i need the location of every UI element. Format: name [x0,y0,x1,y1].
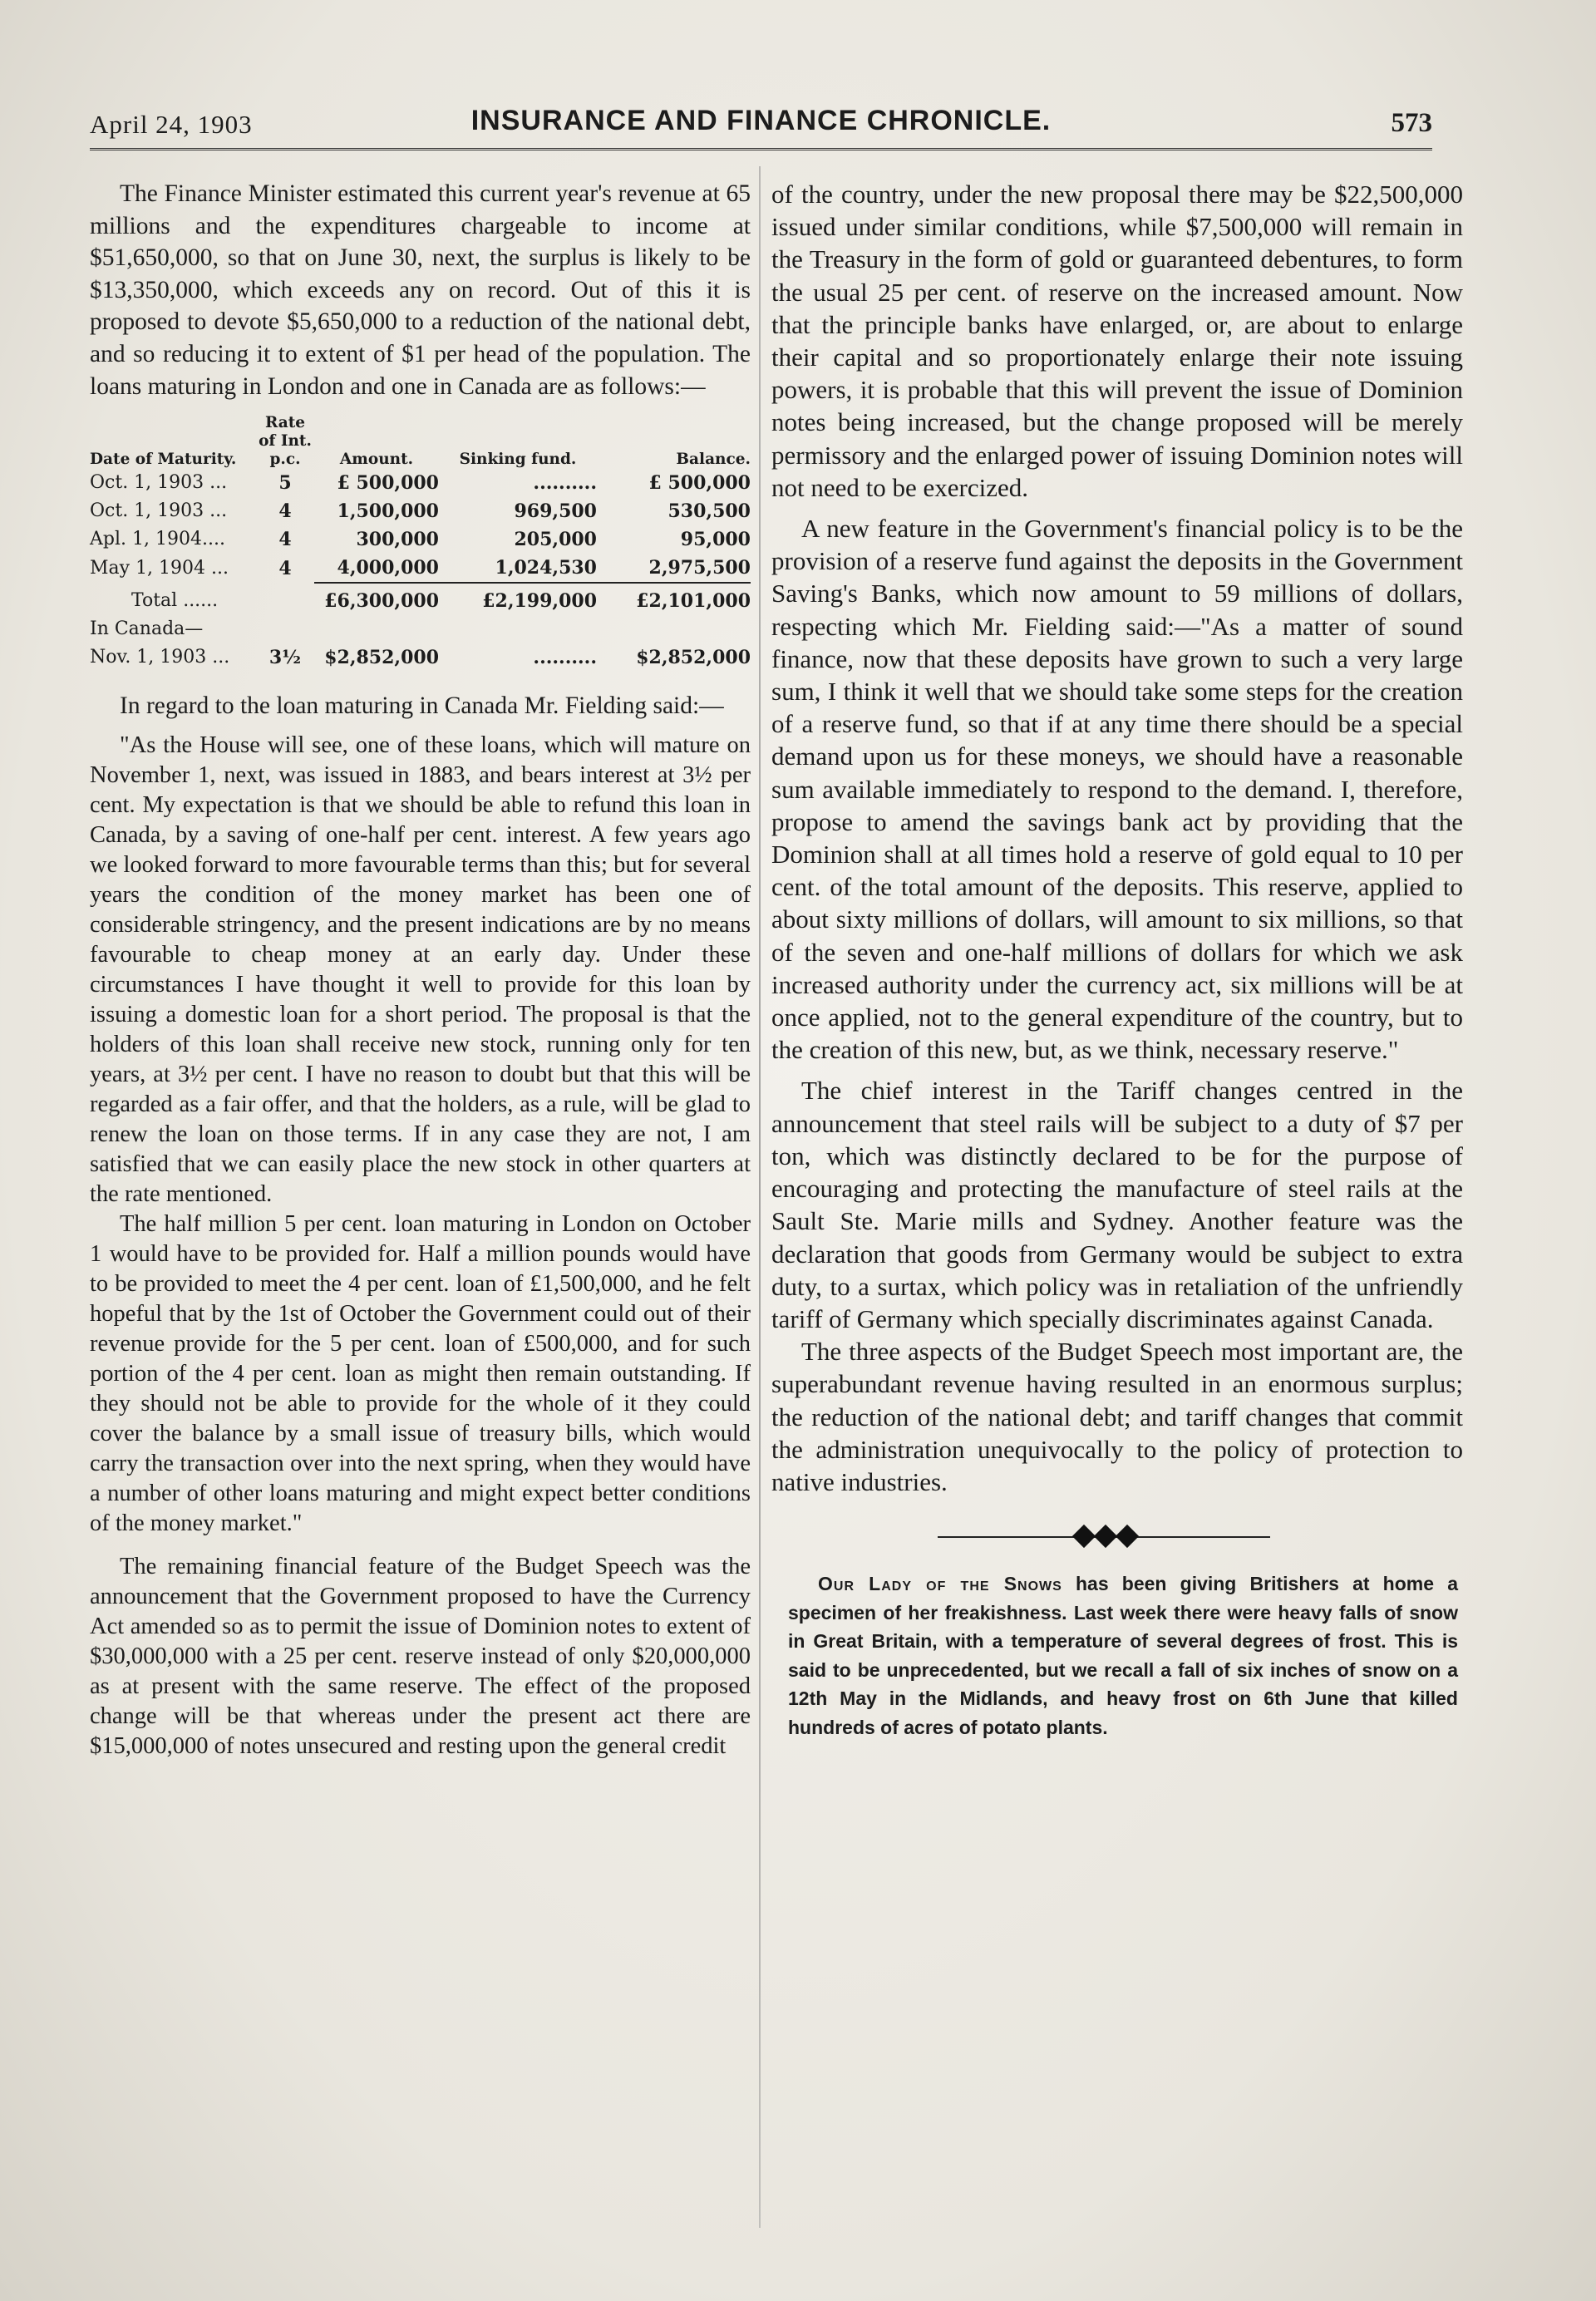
col-head-balance: Balance. [676,451,751,469]
table-row: Oct. 1, 1903 ... 5 £ 500,000 .......... £ 500,000 [90,472,751,495]
right-column [771,178,1463,1742]
note-text: has been giving Britishers at home a specimen of her freakishness. Last week there were heavy falls of snow in Great Britain, with a temperature of several degrees of frost. This is said to be unprecedented, but we recall a fall of six inches of snow on a 12th May in the Midlands, and heavy frost on 6th June that killed hundreds of acres of potato plants. [788,1573,1458,1738]
table-row: Apl. 1, 1904.... 4 300,000 205,000 95,000 [90,529,751,551]
news-note [771,1569,1463,1742]
note-lead: Our Lady of the Snows [818,1573,1062,1595]
quoted-paragraph: "As the House will see, one of these loans, which will mature on November 1, next, was issued in 1883, and bears interest at 3½ per cent. My expectation is that we should be able to refund this loan in Canada, by a saving of one-half per cent. interest. A few years ago we looked forward to more favourable terms than this; but for several years the condition of the money market has been one of considerable stringency, and the present indications are by no means favourable to cheap money at an early day. Under these circumstances I have thought it well to provide for this loan by issuing a domestic loan for a short period. The proposal is that the holders of this loan shall receive new stock, running only for ten years, at 3½ per cent. I have no reason to doubt but that this will be regarded as a fair offer, and that the holders, as a rule, will be glad to renew the loan on those terms. If in any case they are not, I am satisfied that we can easily place the new stock in other quarters at the rate mentioned. [90,732,751,1207]
page-header [90,98,1432,148]
paragraph: The Finance Minister estimated this current year's revenue at 65 millions and the expenditures chargeable to income at $51,650,000, so that on June 30, next, the surplus is likely to be $13,350,000, which exceeds any on record. Out of this it is proposed to devote $5,650,000 to a reduction of the national debt, and so reducing it to extent of $1 per head of the population. The loans maturing in London and one in Canada are as follows:— [90,180,751,400]
table-total-row: Total ...... £6,300,000 £2,199,000 £2,101,000 [90,583,751,615]
loans-table [90,414,751,672]
paragraph: In regard to the loan maturing in Canada Mr. Fielding said:— [120,692,724,720]
paragraph: of the country, under the new proposal there may be $22,500,000 issued under similar conditions, while $7,500,000 will remain in the Treasury in the form of gold or guaranteed debentures, to form the usual 25 per cent. of reserve on the increased amount. Now that the principle banks have enlarged, or, are about to enlarge their capital and so proportionately enlarge their note issuing powers, it is probable that this will prevent the issue of Dominion notes being increased, but the change proposed will be merely permissory and the enlarged power of issuing Dominion notes will not need to be exercized. [771,180,1463,502]
paragraph: The three aspects of the Budget Speech most important are, the superabundant revenue having resulted in an enormous surplus; the reduction of the national debt; and tariff changes that commit the administration unequivocally to the policy of protection to native industries. [771,1337,1463,1496]
col-head-amount: Amount. [339,451,414,469]
issue-date: April 24, 1903 [90,110,253,139]
table-section-label: In Canada— [90,618,204,640]
table-row: Oct. 1, 1903 ... 4 1,500,000 969,500 530,500 [90,500,751,523]
column-divider [759,166,761,2228]
col-head-sinking: Sinking fund. [459,451,577,469]
paragraph: A new feature in the Government's financial policy is to be the provision of a reserve fund against the deposits in the Government Saving's Banks, which now amount to 59 millions of dollars, respecting which Mr. Fielding said:—"As a matter of sound finance, now that these deposits have grown to such a very large sum, I think it well that we should take some steps for the creation of a reserve fund, so that if at any time there should be a special demand upon us for these moneys, we should have a reasonable sum available immediately to respond to the demand. I, therefore, propose to amend the savings bank act by providing that the Dominion shall at all times hold a reserve of gold equal to 10 per cent. of the total amount of the deposits. This reserve, applied to about sixty millions of dollars, will amount to six millions, so that of the seven and one-half millions of dollars for which we ask increased authority under the currency act, six millions will be at once applied, not to the general expenditure of the country, but to the creation of this new, but, as we think, necessary reserve." [771,514,1463,1065]
table-row: May 1, 1904 ... 4 4,000,000 1,024,530 2,975,500 [90,557,751,579]
page-number: 573 [1391,108,1432,138]
table-row: Nov. 1, 1903 ... 3½ $2,852,000 .......... $2,852,000 [90,647,751,669]
publication-title: INSURANCE AND FINANCE CHRONICLE. [470,105,1052,136]
section-ornament [771,1521,1463,1555]
col-head-date: Date of Maturity. [90,451,237,469]
col-head-rate: Rate of Int. p.c. [259,414,312,469]
left-column [90,178,751,1761]
paragraph: The half million 5 per cent. loan maturing in London on October 1 would have to be provided for. Half a million pounds would have to be provided to meet the 4 per cent. loan of £1,500,000, and he felt hopeful that by the 1st of October the Government could out of their revenue provide for the 5 per cent. loan of £500,000, and for such portion of the 4 per cent. loan as might then remain outstanding. If they should not be able to provide for the whole of it they could cover the balance by a small issue of treasury bills, which would carry the transaction over into the next spring, when they would have a number of other loans maturing and might expect better conditions of the money market." [90,1210,751,1536]
paragraph: The remaining financial feature of the Budget Speech was the announcement that the Government proposed to have the Currency Act amended so as to permit the issue of Dominion notes to extent of $30,000,000 with a 25 per cent. reserve instead of only $20,000,000 as at present with the same reserve. The effect of the proposed change will be that whereas under the present act there are $15,000,000 of notes unsecured and resting upon the general credit [90,1553,751,1759]
paragraph: The chief interest in the Tariff changes centred in the announcement that steel rails will be subject to a duty of $7 per ton, which was distinctly declared to be for the purpose of encouraging and protecting the manufacture of steel rails at the Sault Ste. Marie mills and Sydney. Another feature was the declaration that goods from Germany would be subject to extra duty, to a surtax, which policy was in retaliation of the unfriendly tariff of Germany which specially discriminates against Canada. [771,1076,1463,1333]
header-rule [90,148,1432,150]
